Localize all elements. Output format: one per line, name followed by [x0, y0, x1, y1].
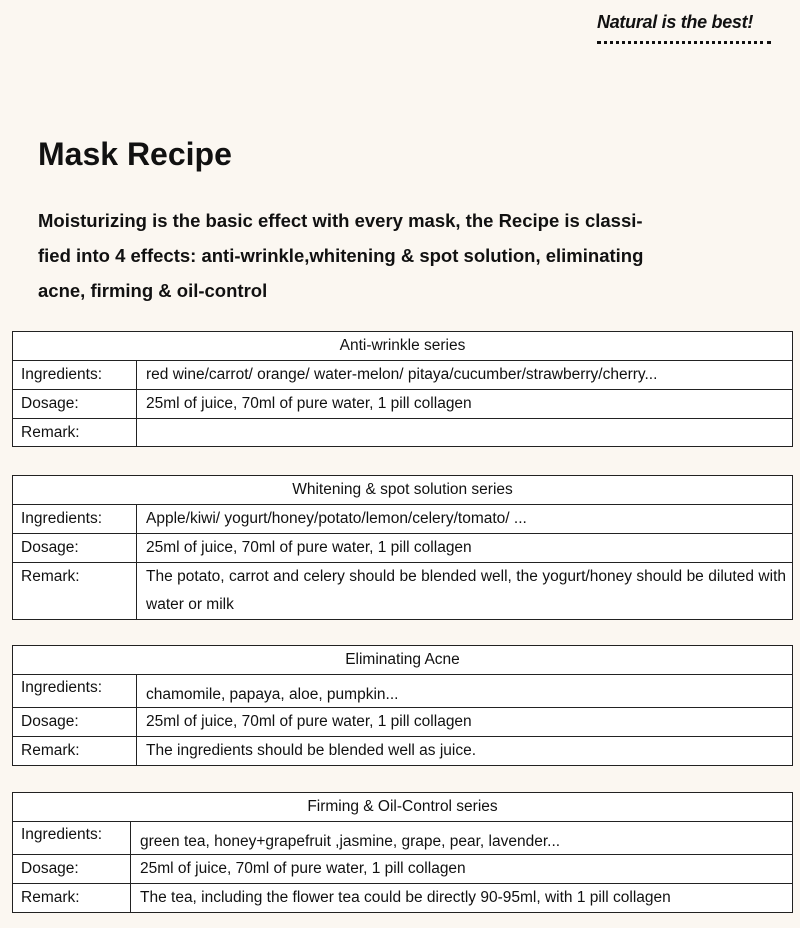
intro-line: fied into 4 effects: anti-wrinkle,whitening & spot solution, eliminating: [38, 245, 644, 266]
row-value: green tea, honey+grapefruit ,jasmine, grape, pear, lavender...: [140, 833, 561, 850]
row-value: chamomile, papaya, aloe, pumpkin...: [146, 686, 399, 703]
row-label: Remark:: [13, 884, 131, 912]
page-title: Mask Recipe: [38, 136, 232, 172]
recipe-table-eliminating-acne: [12, 645, 793, 766]
intro-line: Moisturizing is the basic effect with every mask, the Recipe is classi-: [38, 210, 643, 231]
row-label: Dosage:: [13, 534, 137, 562]
row-value: 25ml of juice, 70ml of pure water, 1 pill collagen: [140, 860, 466, 877]
row-value: The ingredients should be blended well as juice.: [146, 742, 477, 759]
row-value: The tea, including the flower tea could be directly 90-95ml, with 1 pill collagen: [140, 889, 671, 906]
row-label: Dosage:: [13, 855, 131, 883]
row-value: Apple/kiwi/ yogurt/honey/potato/lemon/celery/tomato/ ...: [146, 510, 527, 527]
recipe-table-whitening: [12, 475, 793, 620]
row-label: Dosage:: [13, 390, 137, 418]
row-label: Remark:: [13, 737, 137, 765]
row-value: The potato, carrot and celery should be blended well, the yogurt/honey should be diluted with water or milk: [146, 568, 786, 613]
table-title: Anti-wrinkle series: [13, 332, 792, 361]
table-row-remark: [13, 419, 792, 446]
row-value: 25ml of juice, 70ml of pure water, 1 pill collagen: [146, 713, 472, 730]
row-label: Remark:: [13, 563, 137, 619]
row-value: 25ml of juice, 70ml of pure water, 1 pill collagen: [146, 395, 472, 412]
tagline: Natural is the best!: [597, 12, 754, 32]
row-label: Ingredients:: [13, 505, 137, 533]
intro-line: acne, firming & oil-control: [38, 280, 268, 301]
row-label: Ingredients:: [13, 361, 137, 389]
tagline-underline: [597, 41, 771, 44]
row-label: Ingredients:: [13, 822, 131, 854]
row-label: Remark:: [13, 419, 137, 446]
table-row-ingredients: [13, 505, 792, 534]
row-value: red wine/carrot/ orange/ water-melon/ pitaya/cucumber/strawberry/cherry...: [146, 366, 658, 383]
table-row-ingredients: [13, 822, 792, 855]
table-title: Whitening & spot solution series: [13, 476, 792, 505]
table-title: Eliminating Acne: [13, 646, 792, 675]
table-row-dosage: [13, 708, 792, 737]
table-row-dosage: [13, 534, 792, 563]
row-value: [137, 419, 792, 446]
row-label: Ingredients:: [13, 675, 137, 707]
table-row-dosage: [13, 390, 792, 419]
row-label: Dosage:: [13, 708, 137, 736]
row-value: 25ml of juice, 70ml of pure water, 1 pill collagen: [146, 539, 472, 556]
table-row-dosage: [13, 855, 792, 884]
intro-paragraph: [38, 203, 718, 308]
table-row-ingredients: [13, 675, 792, 708]
table-title: Firming & Oil-Control series: [13, 793, 792, 822]
table-row-remark: [13, 563, 792, 619]
table-row-remark: [13, 737, 792, 765]
table-row-remark: [13, 884, 792, 912]
table-row-ingredients: [13, 361, 792, 390]
recipe-table-firming-oil-control: [12, 792, 793, 913]
recipe-table-anti-wrinkle: [12, 331, 793, 447]
